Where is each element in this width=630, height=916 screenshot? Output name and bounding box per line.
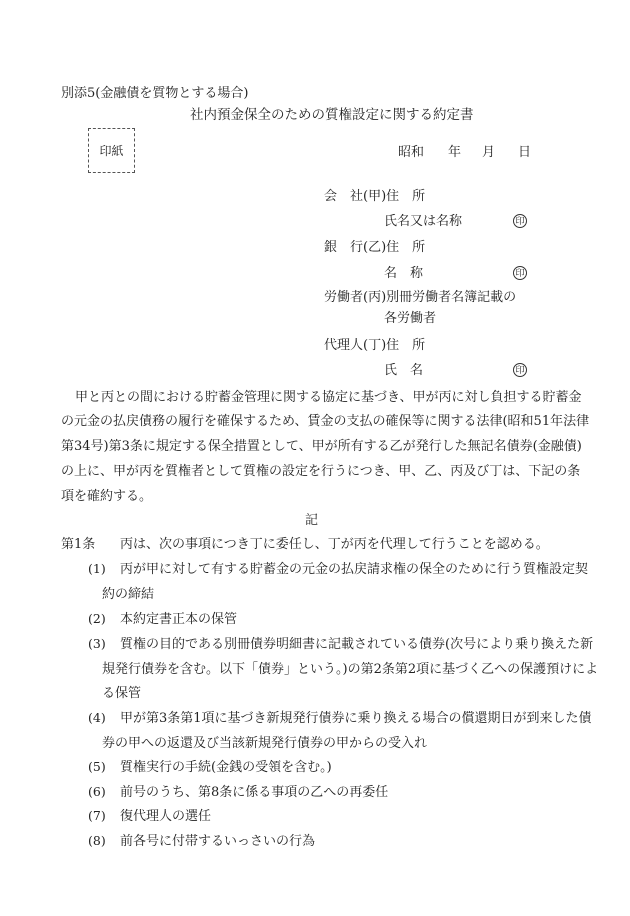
item-number: (7) (88, 808, 106, 823)
item-text: 本約定書正本の保管 (120, 612, 238, 627)
seal-icon: 印 (513, 363, 527, 377)
seal-icon: 印 (513, 266, 527, 280)
item-number: (2) (88, 611, 106, 626)
article-heading: 第1条 (61, 537, 96, 552)
item-text: 甲が第3条第1項に基づき新規発行債券に乗り換える場合の償還期日が到来した債 (120, 711, 592, 726)
party-agent-name-label: 氏 名 (384, 363, 424, 378)
item-text: 前号のうち、第8条に係る事項の乙への再委任 (120, 785, 389, 800)
item-text-cont: 券の甲への返還及び当該新規発行債券の甲からの受入れ (102, 736, 428, 751)
item-text: 質権の目的である別冊債券明細書に記載されている債券(次号により乗り換えた新 (120, 637, 594, 652)
document-title: 社内預金保全のための質権設定に関する約定書 (190, 107, 474, 123)
preamble-line: の上に、甲が丙を質権者として質権の設定を行うにつき、甲、乙、丙及び丁は、下記の条 (61, 464, 581, 479)
item-number: (6) (88, 784, 106, 799)
item-text: 丙が甲に対して有する貯蓄金の元金の払戻請求権の保全のために行う質権設定契 (120, 562, 589, 577)
item-text-cont: 約の締結 (102, 587, 155, 602)
preamble-line: 第34号)第3条に規定する保全措置として、甲が所有する乙が発行した無記名債券(金融債) (61, 439, 582, 454)
item-text-cont: る保管 (102, 686, 142, 701)
party-agent-role: 代理人(丁)住 所 (324, 338, 426, 353)
date-era: 昭和 (398, 145, 425, 160)
seal-icon: 印 (513, 214, 527, 228)
party-workers-name-label: 各労働者 (384, 311, 437, 326)
preamble-line: 甲と丙との間における貯蓄金管理に関する協定に基づき、甲が丙に対し負担する貯蓄金 (75, 390, 582, 405)
item-number: (1) (88, 561, 106, 576)
party-company-name-label: 氏名又は名称 (384, 214, 463, 229)
item-number: (3) (88, 636, 106, 651)
date-month: 月 (482, 145, 496, 160)
revenue-stamp-box (88, 128, 135, 173)
party-bank-role: 銀 行(乙)住 所 (324, 240, 426, 255)
item-number: (8) (88, 833, 106, 848)
item-text: 復代理人の選任 (120, 809, 212, 824)
article-text: 丙は、次の事項につき丁に委任し、丁が丙を代理して行うことを認める。 (120, 537, 549, 552)
attachment-label: 別添5(金融債を質物とする場合) (61, 86, 249, 101)
preamble-line: の元金の払戻債務の履行を確保するため、賃金の支払の確保等に関する法律(昭和51年法律 (61, 414, 590, 429)
item-text-cont: 規発行債券を含む。以下「債券」という。)の第2条第2項に基づく乙への保護預けによ (102, 662, 599, 677)
item-text: 前各号に付帯するいっさいの行為 (120, 834, 316, 849)
item-number: (5) (88, 759, 106, 774)
item-text: 質権実行の手続(金銭の受領を含む。) (120, 760, 332, 775)
item-number: (4) (88, 710, 106, 725)
date-year: 年 (448, 145, 462, 160)
date-day: 日 (518, 145, 532, 160)
ki-label: 記 (305, 513, 319, 528)
party-bank-name-label: 名 称 (384, 266, 424, 281)
party-company-role: 会 社(甲)住 所 (324, 189, 426, 204)
preamble-line: 項を確約する。 (61, 489, 153, 504)
revenue-stamp-label: 印紙 (99, 144, 124, 158)
party-workers-role: 労働者(丙)別冊労働者名簿記載の (324, 290, 517, 305)
